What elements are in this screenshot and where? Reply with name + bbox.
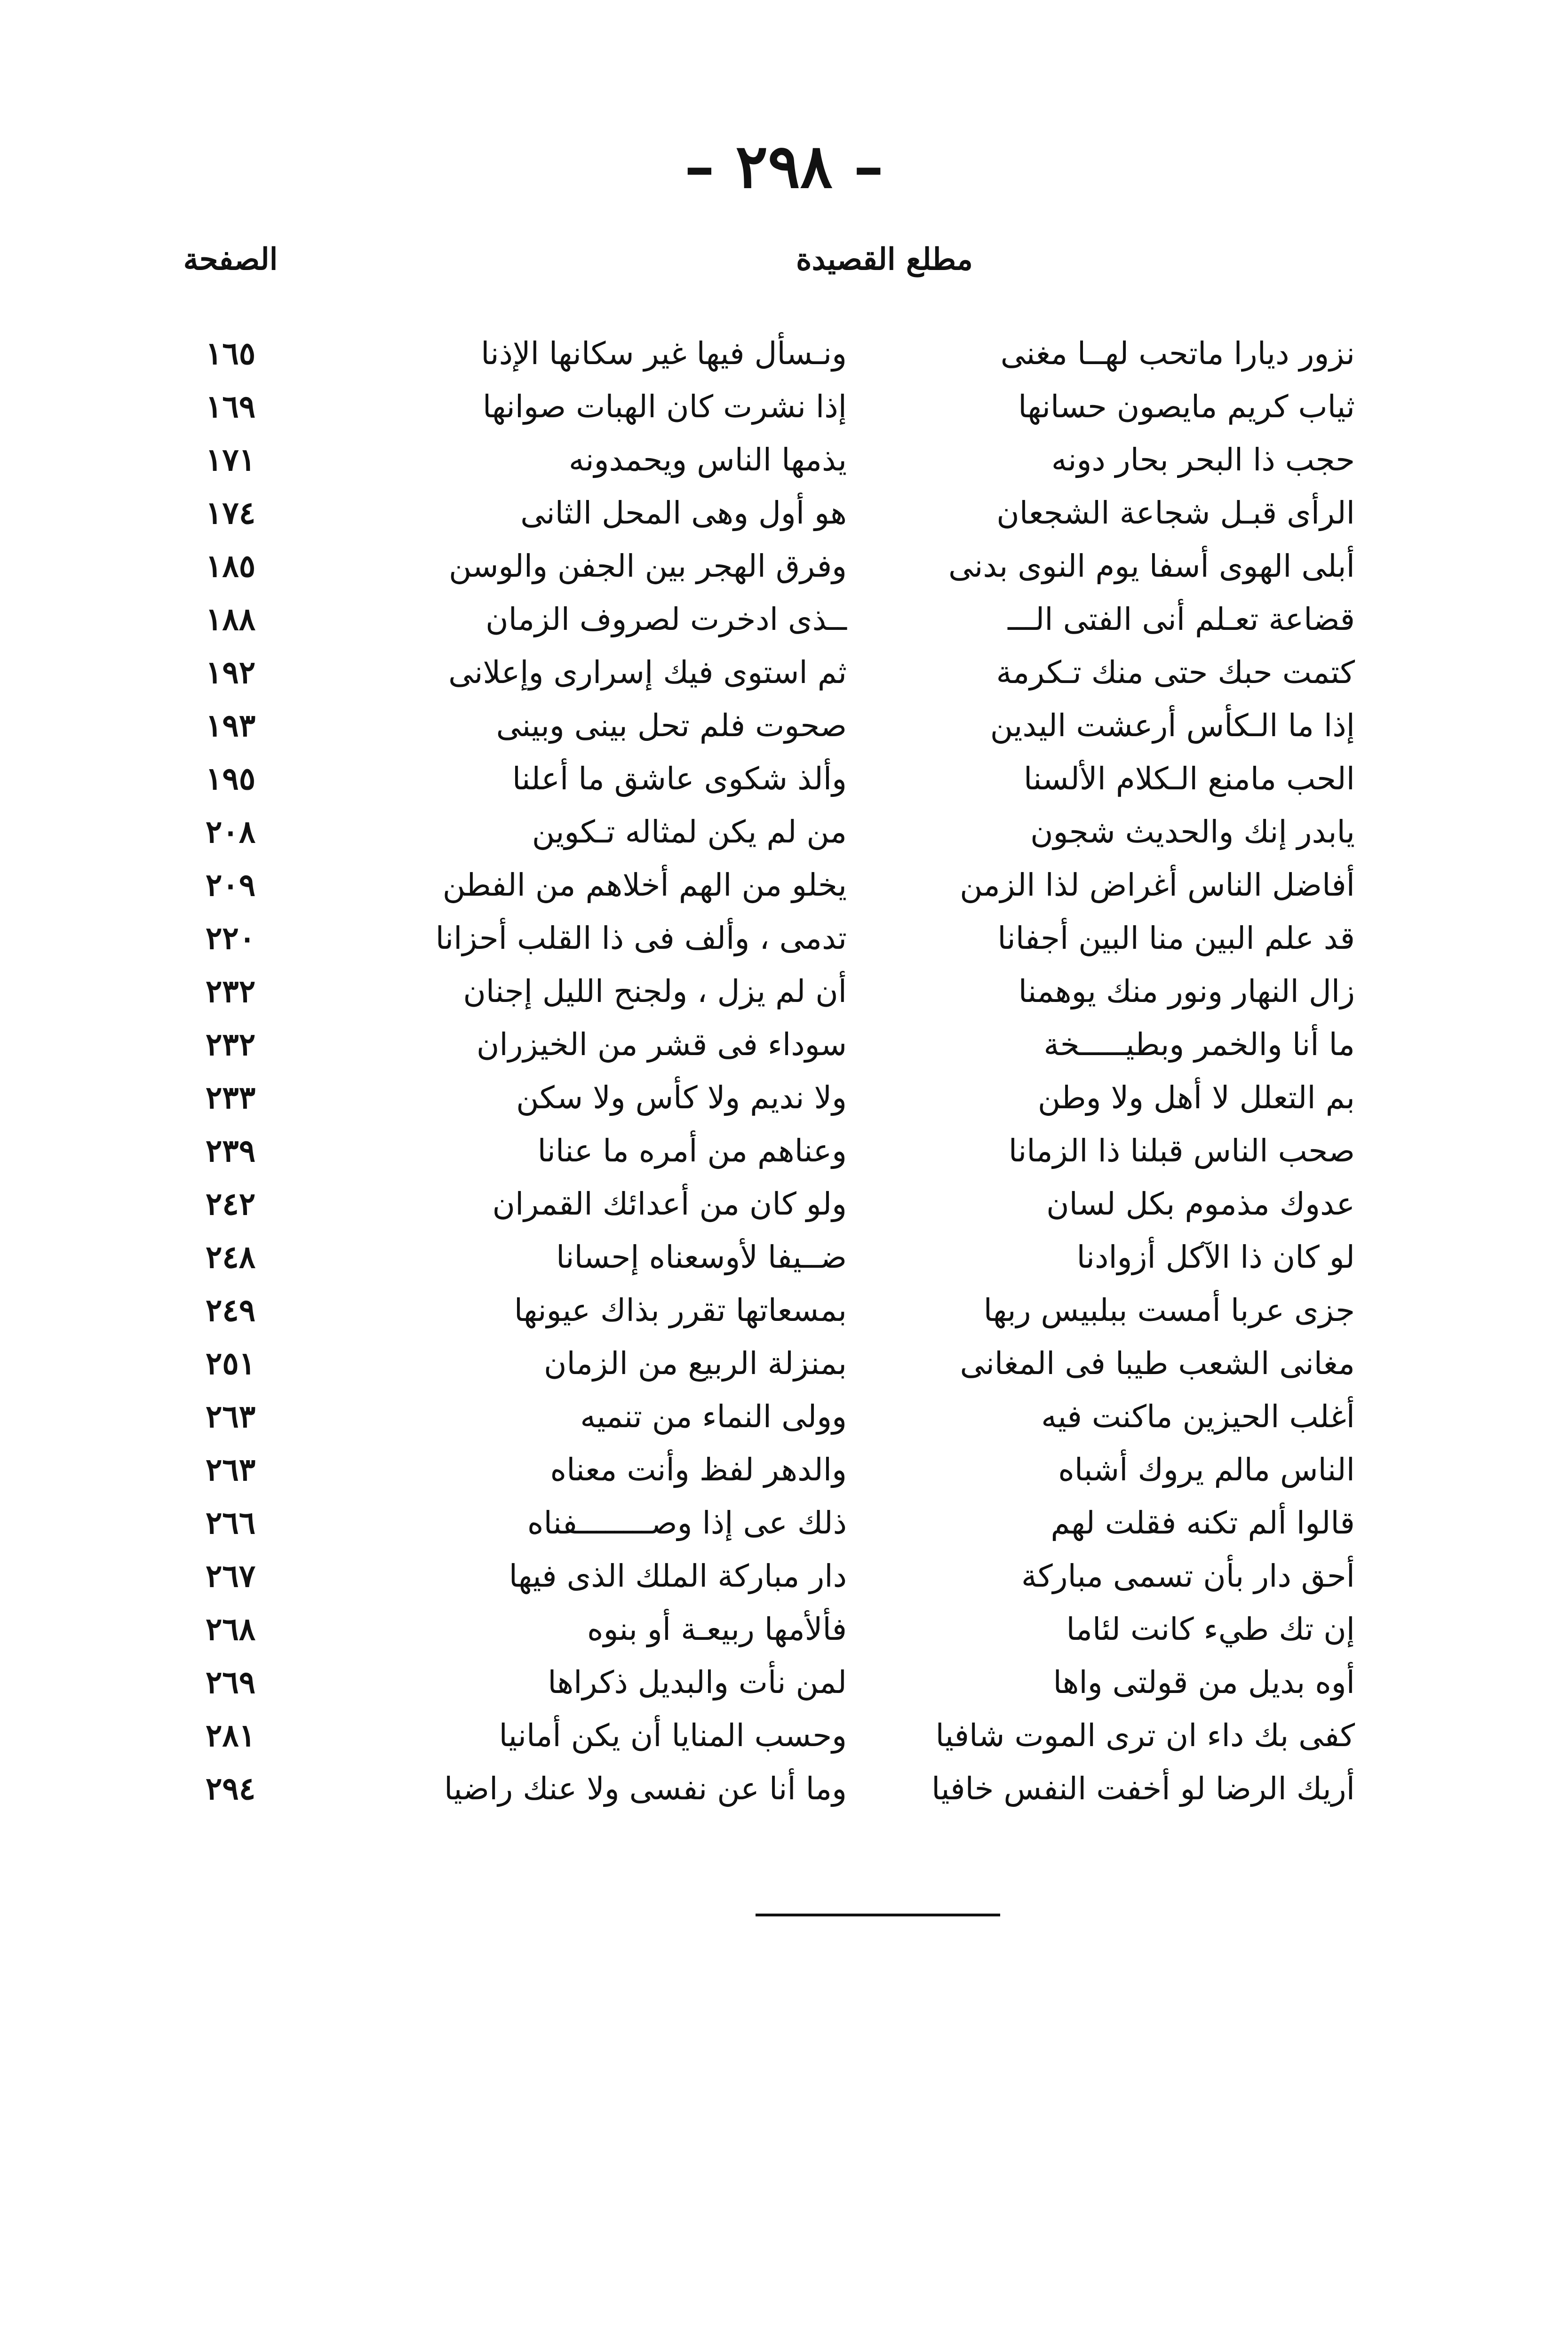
verse-second-hemistich: ضــيفا لأوسعناه إحسانا xyxy=(556,1239,847,1275)
table-header xyxy=(0,242,1568,301)
verse-first-hemistich: أريك الرضا لو أخفت النفس خافيا xyxy=(931,1771,1355,1807)
page-ref: ٢٦٧ xyxy=(205,1557,256,1594)
end-rule xyxy=(756,1914,1000,1916)
page-ref: ٢٨١ xyxy=(205,1717,256,1754)
page-ref: ١٩٥ xyxy=(205,760,256,797)
table-row xyxy=(0,595,1568,648)
verse-second-hemistich: وولى النماء من تنميه xyxy=(580,1398,847,1435)
table-row xyxy=(0,701,1568,755)
page-number: – ٢٩٨ – xyxy=(684,131,884,202)
page-ref: ٢٦٨ xyxy=(205,1611,256,1647)
table-row xyxy=(0,1605,1568,1658)
verse-first-hemistich: عدوك مذموم بكل لسان xyxy=(1046,1186,1355,1222)
verse-first-hemistich: قد علم البين منا البين أجفانا xyxy=(997,920,1355,956)
verse-first-hemistich: أحق دار بأن تسمى مباركة xyxy=(1021,1558,1355,1594)
verse-first-hemistich: ما أنا والخمر وبطيـــــخة xyxy=(1043,1026,1355,1063)
page-ref: ٢٤٩ xyxy=(205,1292,256,1328)
table-row xyxy=(0,1180,1568,1233)
verse-second-hemistich: ونـسأل فيها غير سكانها الإذنا xyxy=(481,335,847,372)
verse-second-hemistich: يخلو من الهم أخلاهم من الفطن xyxy=(442,867,847,903)
verse-second-hemistich: بمنزلة الربيع من الزمان xyxy=(544,1345,847,1382)
table-row xyxy=(0,1446,1568,1499)
page-ref: ١٨٨ xyxy=(205,601,256,637)
verse-second-hemistich: ذلك عى إذا وصــــــــفناه xyxy=(527,1505,847,1541)
index-table xyxy=(0,329,1568,1818)
page-ref: ٢٦٣ xyxy=(205,1398,256,1435)
verse-second-hemistich: لمن نأت والبديل ذكراها xyxy=(548,1664,847,1700)
table-row xyxy=(0,1392,1568,1446)
verse-second-hemistich: وما أنا عن نفسى ولا عنك راضيا xyxy=(444,1771,847,1807)
verse-second-hemistich: يذمها الناس ويحمدونه xyxy=(568,442,847,478)
page-ref: ١٦٥ xyxy=(205,335,256,372)
verse-second-hemistich: أن لم يزل ، ولجنح الليل إجنان xyxy=(463,973,847,1009)
table-row xyxy=(0,648,1568,701)
table-row xyxy=(0,755,1568,808)
verse-second-hemistich: ولو كان من أعدائك القمران xyxy=(492,1186,847,1222)
table-row xyxy=(0,808,1568,861)
verse-first-hemistich: مغانى الشعب طيبا فى المغانى xyxy=(960,1345,1355,1382)
verse-second-hemistich: تدمى ، وألف فى ذا القلب أحزانا xyxy=(435,920,847,956)
verse-second-hemistich: صحوت فلم تحل بينى وبينى xyxy=(496,707,847,744)
verse-first-hemistich: إن تك طيء كانت لئاما xyxy=(1066,1611,1355,1647)
page-ref: ١٦٩ xyxy=(205,388,256,425)
verse-first-hemistich: صحب الناس قبلنا ذا الزمانا xyxy=(1008,1133,1355,1169)
table-row xyxy=(0,329,1568,382)
verse-second-hemistich: وألذ شكوى عاشق ما أعلنا xyxy=(512,761,847,797)
table-row xyxy=(0,1552,1568,1605)
page-ref: ١٧٤ xyxy=(205,494,256,531)
table-row xyxy=(0,436,1568,489)
verse-second-hemistich: ولا نديم ولا كأس ولا سكن xyxy=(516,1080,847,1116)
table-row xyxy=(0,1499,1568,1552)
header-verse-opening: مطلع القصيدة xyxy=(796,242,973,277)
page-ref: ١٩٣ xyxy=(205,707,256,744)
table-row xyxy=(0,967,1568,1020)
page-ref: ٢٣٩ xyxy=(205,1132,256,1169)
verse-first-hemistich: قالوا ألم تكنه فقلت لهم xyxy=(1051,1505,1355,1541)
header-page: الصفحة xyxy=(183,242,278,277)
verse-first-hemistich: أغلب الحيزين ماكنت فيه xyxy=(1041,1398,1355,1435)
verse-second-hemistich: ــذى ادخرت لصروف الزمان xyxy=(486,601,847,637)
verse-first-hemistich: بم التعلل لا أهل ولا وطن xyxy=(1037,1080,1355,1116)
verse-first-hemistich: الحب مامنع الـكلام الألسنا xyxy=(1023,761,1355,797)
page-ref: ٢٥١ xyxy=(205,1345,256,1382)
verse-first-hemistich: الناس مالم يروك أشباه xyxy=(1058,1452,1355,1488)
page-ref: ٢٣٢ xyxy=(205,1026,256,1063)
verse-first-hemistich: حجب ذا البحر بحار دونه xyxy=(1051,442,1355,478)
page-ref: ٢٦٦ xyxy=(205,1504,256,1541)
verse-second-hemistich: هو أول وهى المحل الثانى xyxy=(520,495,847,531)
verse-first-hemistich: نزور ديارا ماتحب لهــا مغنى xyxy=(1000,335,1355,372)
page-ref: ٢٤٨ xyxy=(205,1239,256,1275)
verse-second-hemistich: وحسب المنايا أن يكن أمانيا xyxy=(499,1717,847,1754)
page-ref: ١٧١ xyxy=(205,441,256,478)
table-row xyxy=(0,542,1568,595)
table-row xyxy=(0,1073,1568,1127)
page-ref: ٢٣٢ xyxy=(205,973,256,1009)
page-ref: ١٨٥ xyxy=(205,548,256,584)
page-ref: ٢٤٢ xyxy=(205,1185,256,1222)
table-row xyxy=(0,1127,1568,1180)
verse-second-hemistich: دار مباركة الملك الذى فيها xyxy=(509,1558,847,1594)
verse-second-hemistich: إذا نشرت كان الهبات صوانها xyxy=(482,389,847,425)
verse-first-hemistich: أوه بديل من قولتى واها xyxy=(1053,1664,1355,1700)
table-row xyxy=(0,1020,1568,1073)
verse-second-hemistich: سوداء فى قشر من الخيزران xyxy=(476,1026,847,1063)
verse-first-hemistich: كفى بك داء ان ترى الموت شافيا xyxy=(935,1717,1355,1754)
verse-second-hemistich: وفرق الهجر بين الجفن والوسن xyxy=(448,548,847,584)
page-ref: ٢٢٠ xyxy=(205,920,256,956)
verse-first-hemistich: يابدر إنك والحديث شجون xyxy=(1030,814,1355,850)
verse-first-hemistich: أبلى الهوى أسفا يوم النوى بدنى xyxy=(948,548,1355,584)
verse-first-hemistich: زال النهار ونور منك يوهمنا xyxy=(1018,973,1355,1009)
table-row xyxy=(0,382,1568,436)
page-ref: ٢٠٩ xyxy=(205,866,256,903)
verse-second-hemistich: من لم يكن لمثاله تـكوين xyxy=(532,814,847,850)
page-ref: ٢٣٣ xyxy=(205,1079,256,1116)
table-row xyxy=(0,914,1568,967)
table-row xyxy=(0,861,1568,914)
verse-first-hemistich: جزى عربا أمست ببلبيس ربها xyxy=(983,1292,1355,1328)
verse-second-hemistich: وعناهم من أمره ما عنانا xyxy=(537,1133,847,1169)
page-ref: ١٩٢ xyxy=(205,654,256,691)
page-ref: ٢٦٩ xyxy=(205,1664,256,1700)
page-ref: ٢٩٤ xyxy=(205,1770,256,1807)
verse-first-hemistich: لو كان ذا الآكل أزوادنا xyxy=(1076,1239,1355,1275)
table-row xyxy=(0,1658,1568,1711)
verse-first-hemistich: كتمت حبك حتى منك تـكرمة xyxy=(996,654,1355,691)
verse-second-hemistich: والدهر لفظ وأنت معناه xyxy=(550,1452,847,1488)
verse-second-hemistich: ثم استوى فيك إسرارى وإعلانى xyxy=(448,654,847,691)
table-row xyxy=(0,1711,1568,1764)
table-row xyxy=(0,1764,1568,1818)
table-row xyxy=(0,1286,1568,1339)
verse-first-hemistich: قضاعة تعـلم أنى الفتى الـــ xyxy=(1008,601,1355,637)
verse-first-hemistich: الرأى قبـل شجاعة الشجعان xyxy=(996,495,1355,531)
table-row xyxy=(0,489,1568,542)
verse-second-hemistich: بمسعاتها تقرر بذاك عيونها xyxy=(514,1292,847,1328)
verse-first-hemistich: إذا ما الـكأس أرعشت اليدين xyxy=(990,707,1355,744)
page-ref: ٢٠٨ xyxy=(205,813,256,850)
verse-second-hemistich: فألأمها ربيعـة أو بنوه xyxy=(587,1611,847,1647)
verse-first-hemistich: ثياب كريم مايصون حسانها xyxy=(1018,389,1355,425)
page-ref: ٢٦٣ xyxy=(205,1451,256,1488)
table-row xyxy=(0,1339,1568,1392)
verse-first-hemistich: أفاضل الناس أغراض لذا الزمن xyxy=(960,867,1355,903)
table-row xyxy=(0,1233,1568,1286)
